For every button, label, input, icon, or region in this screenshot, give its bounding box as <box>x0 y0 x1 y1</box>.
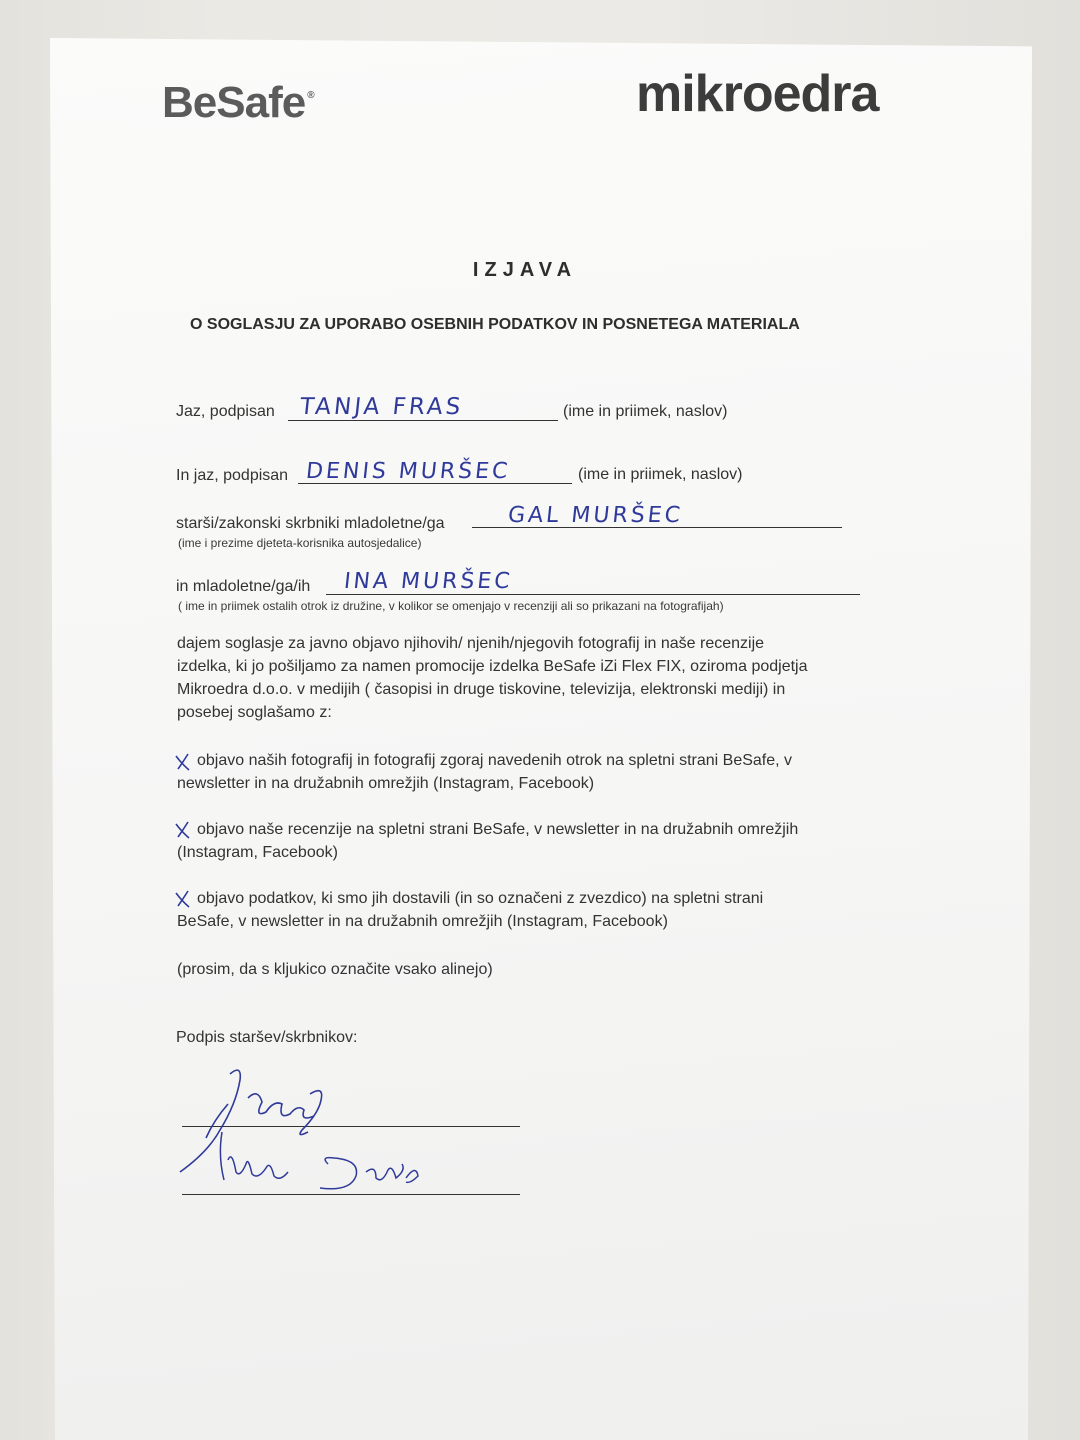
handwritten-signature <box>170 1060 430 1200</box>
option-line: objavo naše recenzije na spletni strani BeSafe, v newsletter in na družabnih omrežjih <box>197 821 799 838</box>
option-line: (Instagram, Facebook) <box>177 844 338 861</box>
document-subtitle: O SOGLASJU ZA UPORABO OSEBNIH PODATKOV IN POSNETEGA MATERIALA <box>190 316 800 333</box>
field-underline-siblings <box>326 594 860 595</box>
handwritten-signer-1-name: TANJA FRAS <box>298 394 465 420</box>
option-data <box>177 887 897 933</box>
mikroedra-logo: mikroedra <box>636 65 879 123</box>
field-suffix-signer-1: (ime in priimek, naslov) <box>563 403 728 420</box>
option-line: newsletter in na družabnih omrežjih (Instagram, Facebook) <box>177 775 595 792</box>
option-review <box>177 818 897 864</box>
paper-sheet <box>50 38 1032 1440</box>
field-label-signer-1: Jaz, podpisan <box>176 403 275 420</box>
field-label-child: starši/zakonski skrbniki mladoletne/ga <box>176 515 445 532</box>
signature-label: Podpis staršev/skrbnikov: <box>176 1029 358 1046</box>
option-line: BeSafe, v newsletter in na družabnih omrežjih (Instagram, Facebook) <box>177 913 668 930</box>
besafe-logo: BeSafe ® <box>162 78 314 127</box>
consent-paragraph <box>177 632 877 724</box>
consent-line: izdelka, ki jo pošiljamo za namen promocije izdelka BeSafe iZi Flex FIX, oziroma podjetja <box>177 658 808 675</box>
option-line: objavo naših fotografij in fotografij zgoraj navedenih otrok na spletni strani BeSafe, v <box>197 752 793 769</box>
option-line: objavo podatkov, ki smo jih dostavili (in so označeni z zvezdico) na spletni strani <box>197 890 764 907</box>
consent-line: dajem soglasje za javno objavo njihovih/ njenih/njegovih fotografij in naše recenzije <box>177 635 765 652</box>
field-underline-signer-1 <box>288 420 558 421</box>
field-hint-child: (ime i prezime djeteta-korisnika autosjedalice) <box>178 536 422 550</box>
field-label-signer-2: In jaz, podpisan <box>176 467 289 484</box>
field-hint-siblings: ( ime in priimek ostalih otrok iz družine, v kolikor se omenjajo v recenziji ali so prikazani na fotografijah) <box>178 599 724 613</box>
document-title: IZJAVA <box>472 259 578 281</box>
handwritten-child-name: GAL MURŠEC <box>506 503 685 528</box>
instruction-note: (prosim, da s kljukico označite vsako alinejo) <box>177 961 493 978</box>
field-label-siblings: in mladoletne/ga/ih <box>176 578 311 595</box>
handwritten-signer-2-name: DENIS MURŠEC <box>304 459 512 484</box>
option-photos <box>177 749 897 795</box>
consent-line: posebej soglašamo z: <box>177 704 332 721</box>
field-suffix-signer-2: (ime in priimek, naslov) <box>578 466 743 483</box>
consent-line: Mikroedra d.o.o. v medijih ( časopisi in druge tiskovine, televizija, elektronski mediji) in <box>177 681 786 698</box>
handwritten-siblings-name: INA MURŠEC <box>342 569 514 594</box>
